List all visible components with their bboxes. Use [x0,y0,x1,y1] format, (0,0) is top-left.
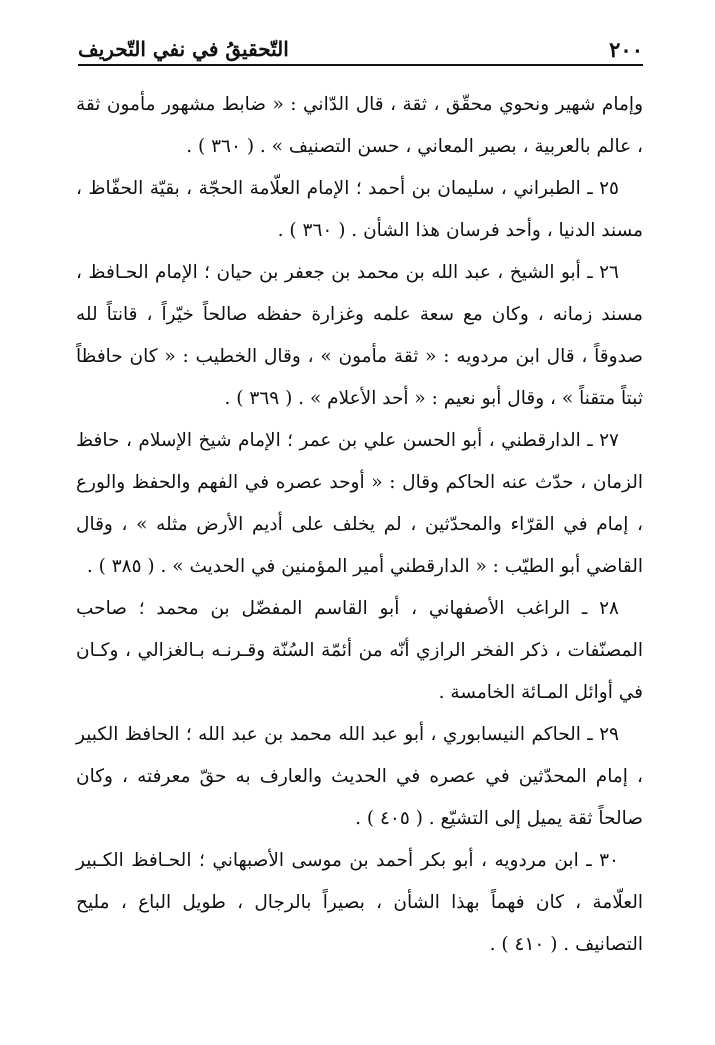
paragraph-continuation: وإمام شهير ونحوي محقّق ، ثقة ، قال الدّاني : « ضابط مشهور مأمون ثقة ، عالم بالعربية ، بصير المعاني ، حسن التصنيف » . ( ٣٦٠ ) . [76,94,643,157]
paragraph-27: ٢٧ ـ الدارقطني ، أبو الحسن علي بن عمر ؛ الإمام شيخ الإسلام ، حافظ الزمان ، حدّث عنه الحاكم وقال : « أوحد عصره في الفهم والحفظ والورع ، إمام في القرّاء والمحدّثين ، لم يخلف على أديم الأرض مثله » ، وقال القاضي أبو الطيّب : « الدارقطني أمير المؤمنين في الحديث » . ( ٣٨٥ ) . [76,430,643,577]
paragraph-30: ٣٠ ـ ابن مردويه ، أبو بكر أحمد بن موسى الأصبهاني ؛ الحـافظ الكـبير العلّامة ، كان فهماً بهذا الشأن ، بصيراً بالرجال ، طويل الباع ، مليح التصانيف . ( ٤١٠ ) . [76,850,643,955]
page-header [78,34,643,66]
paragraph-29: ٢٩ ـ الحاكم النيسابوري ، أبو عبد الله محمد بن عبد الله ؛ الحافظ الكبير ، إمام المحدّثين في عصره في الحديث والعارف به حقّ معرفته ، وكان صالحاً ثقة يميل إلى التشيّع . ( ٤٠٥ ) . [76,724,643,829]
body-text [76,84,643,966]
paragraph-25: ٢٥ ـ الطبراني ، سليمان بن أحمد ؛ الإمام العلّامة الحجّة ، بقيّة الحفّاظ ، مسند الدنيا ، وأحد فرسان هذا الشأن . ( ٣٦٠ ) . [76,178,643,241]
running-title: التّحقيقُ في نفي التّحريف [78,37,289,61]
paragraph-28: ٢٨ ـ الراغب الأصفهاني ، أبو القاسم المفضّل بن محمد ؛ صاحب المصنّفات ، ذكر الفخر الرازي أنّه من أئمّة السُنّة وقـرنـه بـالغزالي ، وكـان في أوائل المـائة الخامسة . [76,598,643,703]
page-number: ٢٠٠ [609,36,643,62]
paragraph-26: ٢٦ ـ أبو الشيخ ، عبد الله بن محمد بن جعفر بن حيان ؛ الإمام الحـافظ ، مسند زمانه ، وكان مع سعة علمه وغزارة حفظه صالحاً خيّراً ، قانتاً لله صدوقاً ، قال ابن مردويه : « ثقة مأمون » ، وقال الخطيب : « كان حافظاً ثبتاً متقناً » ، وقال أبو نعيم : « أحد الأعلام » . ( ٣٦٩ ) . [76,262,643,409]
